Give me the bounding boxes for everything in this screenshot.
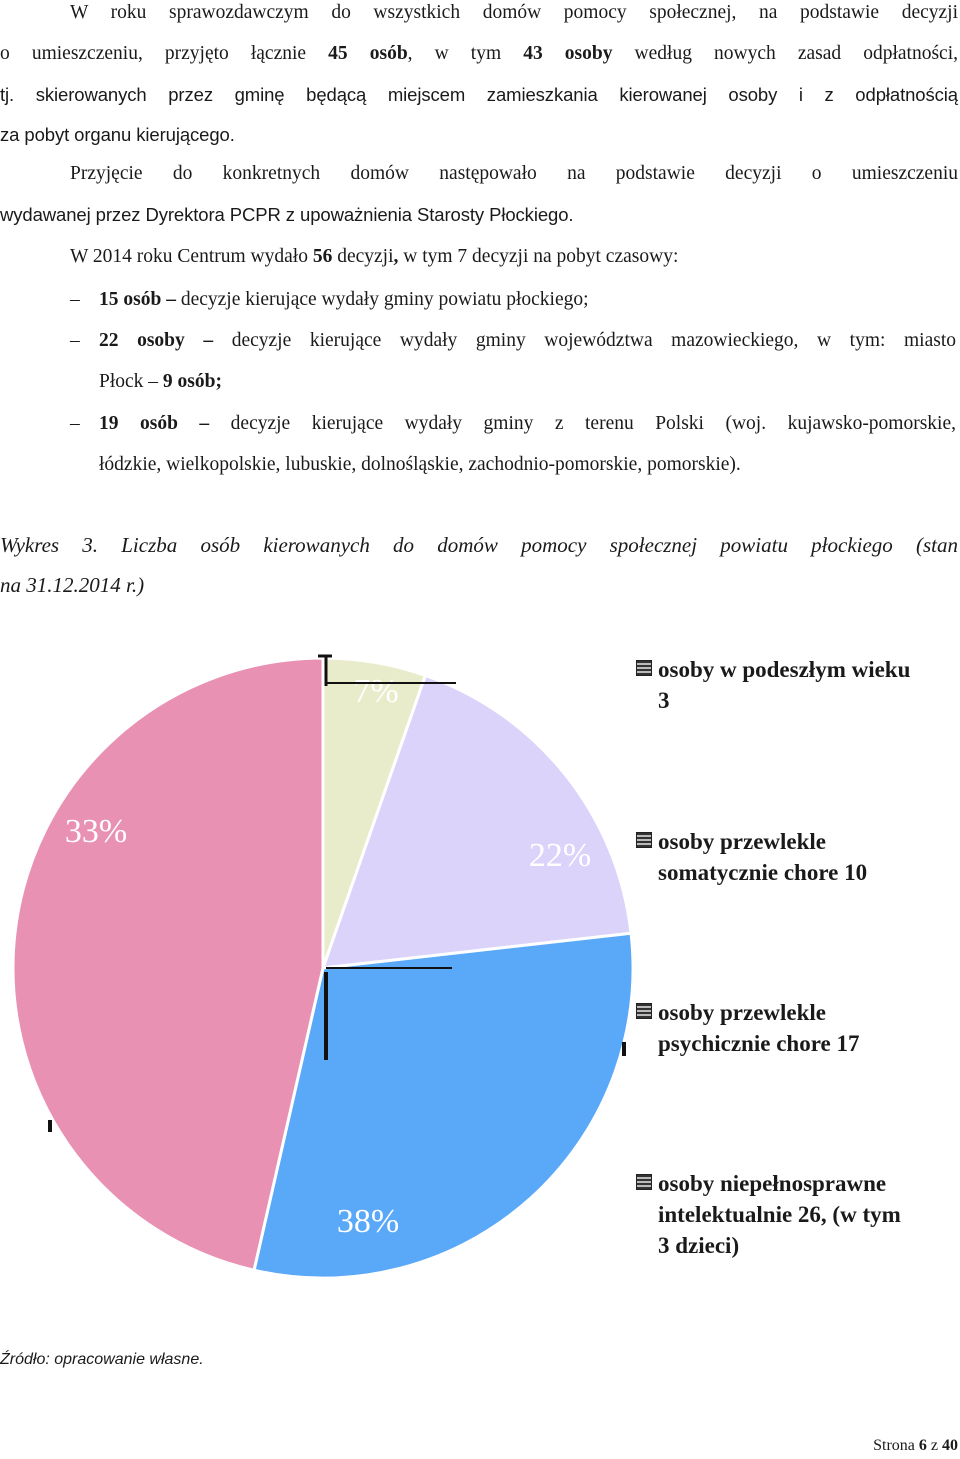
- page-number: Strona 6 z 40: [873, 1437, 958, 1454]
- paragraph-line: o umieszczeniu, przyjęto łącznie 45 osób, w tym 43 osoby według nowych zasad odpłatności,: [0, 43, 958, 64]
- source-note: Źródło: opracowanie własne.: [0, 1351, 204, 1368]
- legend-entry: osoby przewlekle somatycznie chore 10: [658, 829, 868, 885]
- paragraph-line: W roku sprawozdawczym do wszystkich domów pomocy społecznej, na podstawie decyzji: [70, 2, 958, 23]
- paragraph-line: W 2014 roku Centrum wydało 56 decyzji, w tym 7 decyzji na pobyt czasowy:: [70, 246, 679, 267]
- legend-swatch: [636, 832, 652, 848]
- chart-caption: na 31.12.2014 r.): [0, 573, 145, 597]
- legend-swatch: [636, 660, 652, 676]
- legend-swatch: [636, 1174, 652, 1190]
- paragraph-line: wydawanej przez Dyrektora PCPR z upoważnienia Starosty Płockiego.: [0, 204, 574, 225]
- slice-label: 33%: [64, 813, 128, 850]
- chart-caption: Wykres 3. Liczba osób kierowanych do domów pomocy społecznej powiatu płockiego (stan: [0, 533, 958, 557]
- dash-marker: –: [70, 413, 80, 434]
- pie-slice: [13, 658, 323, 1270]
- paragraph-line: Przyjęcie do konkretnych domów następowało na podstawie decyzji o umieszczeniu: [70, 163, 958, 184]
- slice-label: 7%: [353, 673, 399, 710]
- paragraph-line: za pobyt organu kierującego.: [0, 124, 235, 145]
- legend-swatch: [636, 1003, 652, 1019]
- legend-entry: osoby w podeszłym wieku 3: [658, 657, 911, 713]
- dash-marker: –: [70, 330, 80, 351]
- paragraph-line: tj. skierowanych przez gminę będącą miejscem zamieszkania kierowanej osoby i z odpłatnością: [0, 84, 958, 105]
- legend-entry: osoby przewlekle psychicznie chore 17: [658, 1000, 860, 1056]
- slice-label: 38%: [336, 1203, 400, 1240]
- legend-entry: osoby niepełnosprawne intelektualnie 26, (w tym 3 dzieci): [658, 1171, 901, 1258]
- slice-label: 22%: [528, 837, 592, 874]
- dash-marker: –: [70, 289, 80, 310]
